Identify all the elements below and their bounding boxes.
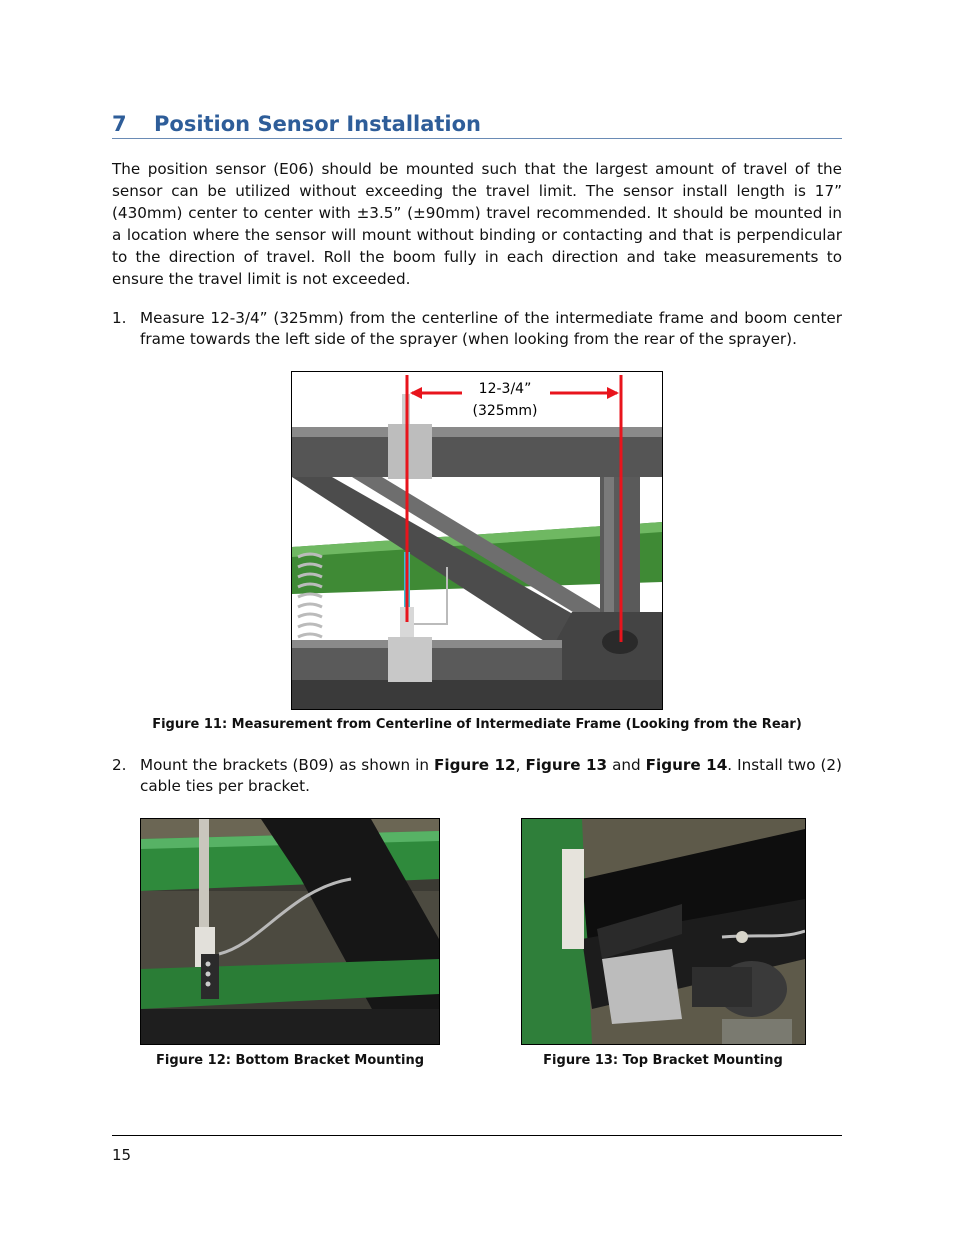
measurement-label-1: 12-3/4” xyxy=(478,381,532,397)
figure-13-photo xyxy=(521,818,806,1045)
step-1-text: Measure 12-3/4” (325mm) from the centerline of the intermediate frame and boom center frame towards the left side of the sprayer (when looking from the rear of the sprayer). xyxy=(140,309,842,348)
section-heading xyxy=(112,112,842,139)
measurement-label-2: (325mm) xyxy=(472,403,538,419)
step-2-number: 2. xyxy=(112,756,127,774)
figure-14-ref[interactable]: Figure 14 xyxy=(645,756,728,774)
figure-11-caption: Figure 11: Measurement from Centerline of Intermediate Frame (Looking from the Rear) xyxy=(152,717,802,732)
page-number: 15 xyxy=(112,1146,132,1164)
figure-12-photo xyxy=(140,818,440,1045)
section-title: Position Sensor Installation xyxy=(154,112,482,136)
frame-diagram-svg xyxy=(292,372,662,709)
figure-11-diagram xyxy=(291,371,663,710)
figure-12-ref[interactable]: Figure 12 xyxy=(433,756,516,774)
footer-rule xyxy=(112,1135,842,1136)
step-2-text xyxy=(140,755,842,797)
step-1 xyxy=(112,308,842,350)
figure-13-caption: Figure 13: Top Bracket Mounting xyxy=(543,1053,783,1068)
section-number: 7 xyxy=(112,112,127,136)
top-bracket-photo-svg xyxy=(522,819,805,1044)
step-2-text-b: . Install two (2) cable ties per bracket. xyxy=(140,756,842,795)
figure-13-ref[interactable]: Figure 13 xyxy=(525,756,608,774)
step-2 xyxy=(112,755,842,797)
step-2-sep-2: and xyxy=(607,756,646,774)
bottom-bracket-photo-svg xyxy=(141,819,439,1044)
figure-12-caption: Figure 12: Bottom Bracket Mounting xyxy=(156,1053,424,1068)
step-2-text-a: Mount the brackets (B09) as shown in xyxy=(140,756,434,774)
step-1-number: 1. xyxy=(112,309,127,327)
step-2-sep-1: , xyxy=(515,756,526,774)
intro-paragraph: The position sensor (E06) should be mounted such that the largest amount of travel of the sensor can be utilized without exceeding the travel limit. The sensor install length is 17” (430mm) center to center with ±3.5” (±90mm) travel recommended. It should be mounted in a location where the sensor will mount without binding or contacting and that is perpendicular to the direction of travel. Roll the boom fully in each direction and take measurements to ensure the travel limit is not exceeded. xyxy=(112,160,842,288)
